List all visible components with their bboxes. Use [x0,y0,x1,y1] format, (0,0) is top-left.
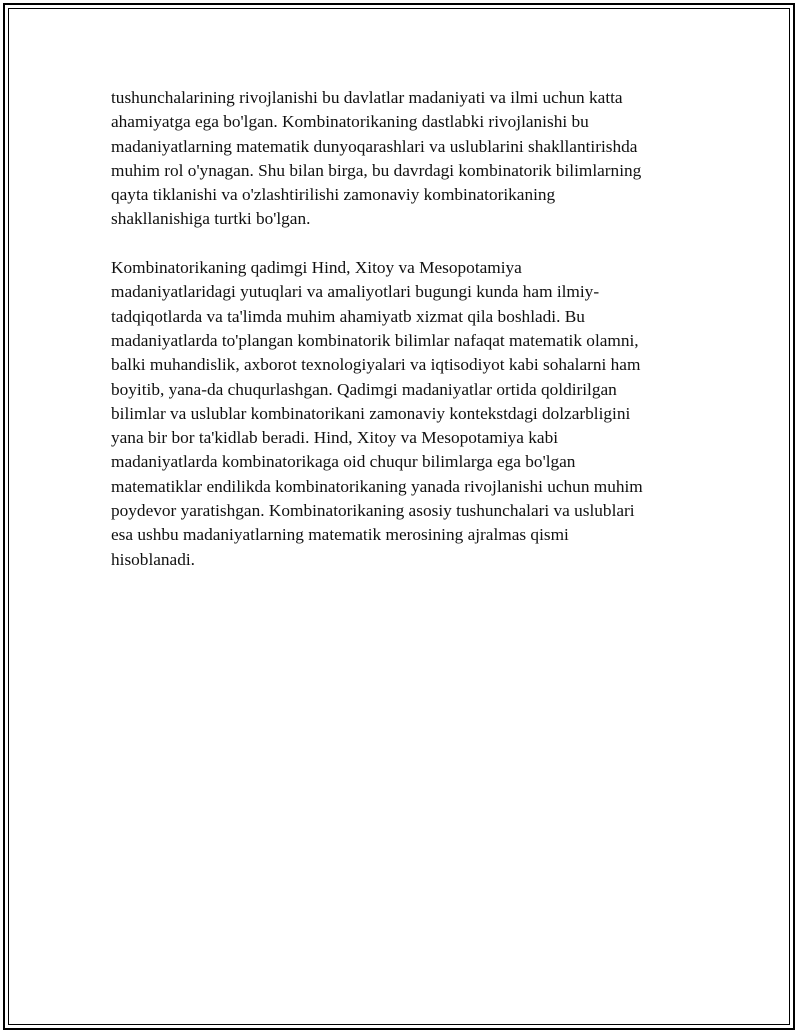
paragraph-1-line: qayta tiklanishi va o'zlashtirilishi zamonaviy kombinatorikaning [111,185,556,205]
paragraph-1-line: muhim rol o'ynagan. Shu bilan birga, bu davrdagi kombinatorik bilimlarning [111,160,642,180]
paragraph-1-line: ahamiyatga ega bo'lgan. Kombinatorikaning dastlabki rivojlanishi bu [111,112,589,132]
paragraph-2-line: boyitib, yana-da chuqurlashgan. Qadimgi madaniyatlar ortida qoldirilgan [111,379,617,399]
paragraph-2-line: matematiklar endilikda kombinatorikaning yanada rivojlanishi uchun muhim [111,476,643,496]
paragraph-1-line: madaniyatlarning matematik dunyoqarashlari va uslublarini shakllantirishda [111,136,638,156]
paragraph-2-line: Kombinatorikaning qadimgi Hind, Xitoy va Mesopotamiya [111,258,522,278]
paragraph-2-line: poydevor yaratishgan. Kombinatorikaning asosiy tushunchalari va uslublari [111,501,635,521]
paragraph-2-line: madaniyatlarda to'plangan kombinatorik bilimlar nafaqat matematik olamni, [111,330,639,350]
paragraph-2-line: madaniyatlaridagi yutuqlari va amaliyotlari bugungi kunda ham ilmiy- [111,282,600,302]
paragraph-2 [111,256,691,572]
paragraph-1-line: shakllanishiga turtki bo'lgan. [111,209,311,229]
paragraph-1 [111,86,691,232]
paragraph-2-line: madaniyatlarda kombinatorikaga oid chuqur bilimlarga ega bo'lgan [111,452,576,472]
paragraph-2-line: tadqiqotlarda va ta'limda muhim ahamiyatb xizmat qila boshladi. Bu [111,306,585,326]
paragraph-2-line: hisoblanadi. [111,549,195,569]
document-body [111,86,691,572]
paragraph-2-line: yana bir bor ta'kidlab beradi. Hind, Xitoy va Mesopotamiya kabi [111,428,559,448]
paragraph-2-line: bilimlar va uslublar kombinatorikani zamonaviy kontekstdagi dolzarbligini [111,403,631,423]
paragraph-1-line: tushunchalarining rivojlanishi bu davlatlar madaniyati va ilmi uchun katta [111,88,623,107]
paragraph-2-line: balki muhandislik, axborot texnologiyalari va iqtisodiyot kabi sohalarni ham [111,355,641,375]
paragraph-2-line: esa ushbu madaniyatlarning matematik merosining ajralmas qismi [111,525,569,545]
